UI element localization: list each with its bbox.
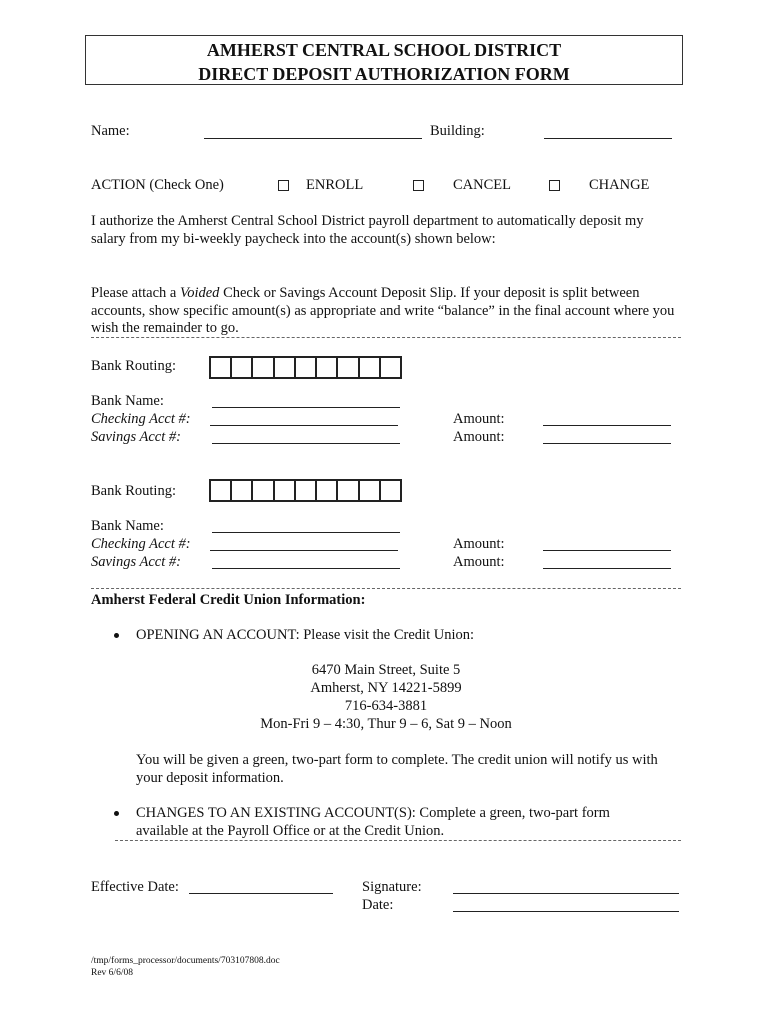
credit-union-address1: 6470 Main Street, Suite 5 <box>311 662 461 678</box>
credit-union-phone: 716-634-3881 <box>344 698 428 714</box>
bank2-savings-amount-field[interactable] <box>543 568 671 569</box>
bank2-name-label: Bank Name: <box>91 518 164 534</box>
changes-text: CHANGES TO AN EXISTING ACCOUNT(S): Complete a green, two-part form available at the Payroll Office or at the Credit Union. <box>136 805 610 839</box>
signature-field[interactable] <box>453 893 679 894</box>
effective-date-field[interactable] <box>189 893 333 894</box>
credit-union-hours: Mon-Fri 9 – 4:30, Thur 9 – 6, Sat 9 – Noon <box>260 716 512 732</box>
bank2-routing-label: Bank Routing: <box>91 483 176 499</box>
name-label: Name: <box>91 123 130 139</box>
bank1-savings-field[interactable] <box>212 443 400 444</box>
form-note-text: You will be given a green, two-part form to complete. The credit union will notify us with your deposit information. <box>136 752 658 786</box>
bank2-routing-boxes[interactable] <box>209 479 402 502</box>
bank1-savings-amount-label: Amount: <box>453 429 505 445</box>
bank2-checking-amount-label: Amount: <box>453 536 505 552</box>
footer-revision: Rev 6/6/08 <box>91 968 133 978</box>
name-field[interactable] <box>204 138 422 139</box>
cancel-checkbox[interactable] <box>413 180 424 191</box>
bank2-savings-amount-label: Amount: <box>453 554 505 570</box>
enroll-label: ENROLL <box>306 177 364 193</box>
bank1-checking-amount-field[interactable] <box>543 425 671 426</box>
effective-date-label: Effective Date: <box>91 879 179 895</box>
change-label: CHANGE <box>589 177 650 193</box>
opening-account-text: OPENING AN ACCOUNT: Please visit the Credit Union: <box>136 627 475 643</box>
bank2-checking-label: Checking Acct #: <box>91 536 191 552</box>
change-checkbox[interactable] <box>549 180 560 191</box>
bank1-name-label: Bank Name: <box>91 393 164 409</box>
building-label: Building: <box>430 123 485 139</box>
cancel-label: CANCEL <box>453 177 511 193</box>
bank2-savings-label: Savings Acct #: <box>91 554 181 570</box>
credit-union-address2: Amherst, NY 14221-5899 <box>310 680 462 696</box>
bank1-checking-field[interactable] <box>210 425 398 426</box>
bank1-checking-amount-label: Amount: <box>453 411 505 427</box>
bank2-checking-amount-field[interactable] <box>543 550 671 551</box>
enroll-checkbox[interactable] <box>278 180 289 191</box>
form-title-box <box>85 35 683 85</box>
bank2-checking-field[interactable] <box>210 550 398 551</box>
bullet-icon <box>114 633 119 638</box>
bank1-savings-label: Savings Acct #: <box>91 429 181 445</box>
bank1-savings-amount-field[interactable] <box>543 443 671 444</box>
divider-3 <box>115 840 681 841</box>
divider-2 <box>91 588 681 589</box>
form-title-line2: DIRECT DEPOSIT AUTHORIZATION FORM <box>198 64 570 84</box>
divider-1 <box>91 337 681 338</box>
attach-text-part2: Check or Savings Account Deposit Slip. If your deposit is split between accounts, show specific amount(s) as appropriate and write “balance” in the final account where you wish the remainder to go. <box>91 285 675 336</box>
attach-instructions <box>91 285 681 338</box>
bank1-routing-label: Bank Routing: <box>91 358 176 374</box>
credit-union-heading: Amherst Federal Credit Union Information: <box>91 592 366 608</box>
signature-label: Signature: <box>362 879 422 895</box>
form-title-line1: AMHERST CENTRAL SCHOOL DISTRICT <box>206 40 562 60</box>
date-label: Date: <box>362 897 394 913</box>
building-field[interactable] <box>544 138 672 139</box>
bank2-savings-field[interactable] <box>212 568 400 569</box>
authorization-text: I authorize the Amherst Central School District payroll department to automatically deposit my salary from my bi-weekly paycheck into the account(s) shown below: <box>91 213 644 247</box>
bank1-routing-boxes[interactable] <box>209 356 402 379</box>
bank1-checking-label: Checking Acct #: <box>91 411 191 427</box>
date-field[interactable] <box>453 911 679 912</box>
bullet-icon <box>114 811 119 816</box>
footer-path: /tmp/forms_processor/documents/703107808.doc <box>91 956 280 966</box>
bank2-name-field[interactable] <box>212 532 400 533</box>
bank1-name-field[interactable] <box>212 407 400 408</box>
attach-text-part1: Please attach a <box>91 285 180 301</box>
attach-text-voided: Voided <box>179 285 220 301</box>
action-label: ACTION (Check One) <box>91 177 224 193</box>
